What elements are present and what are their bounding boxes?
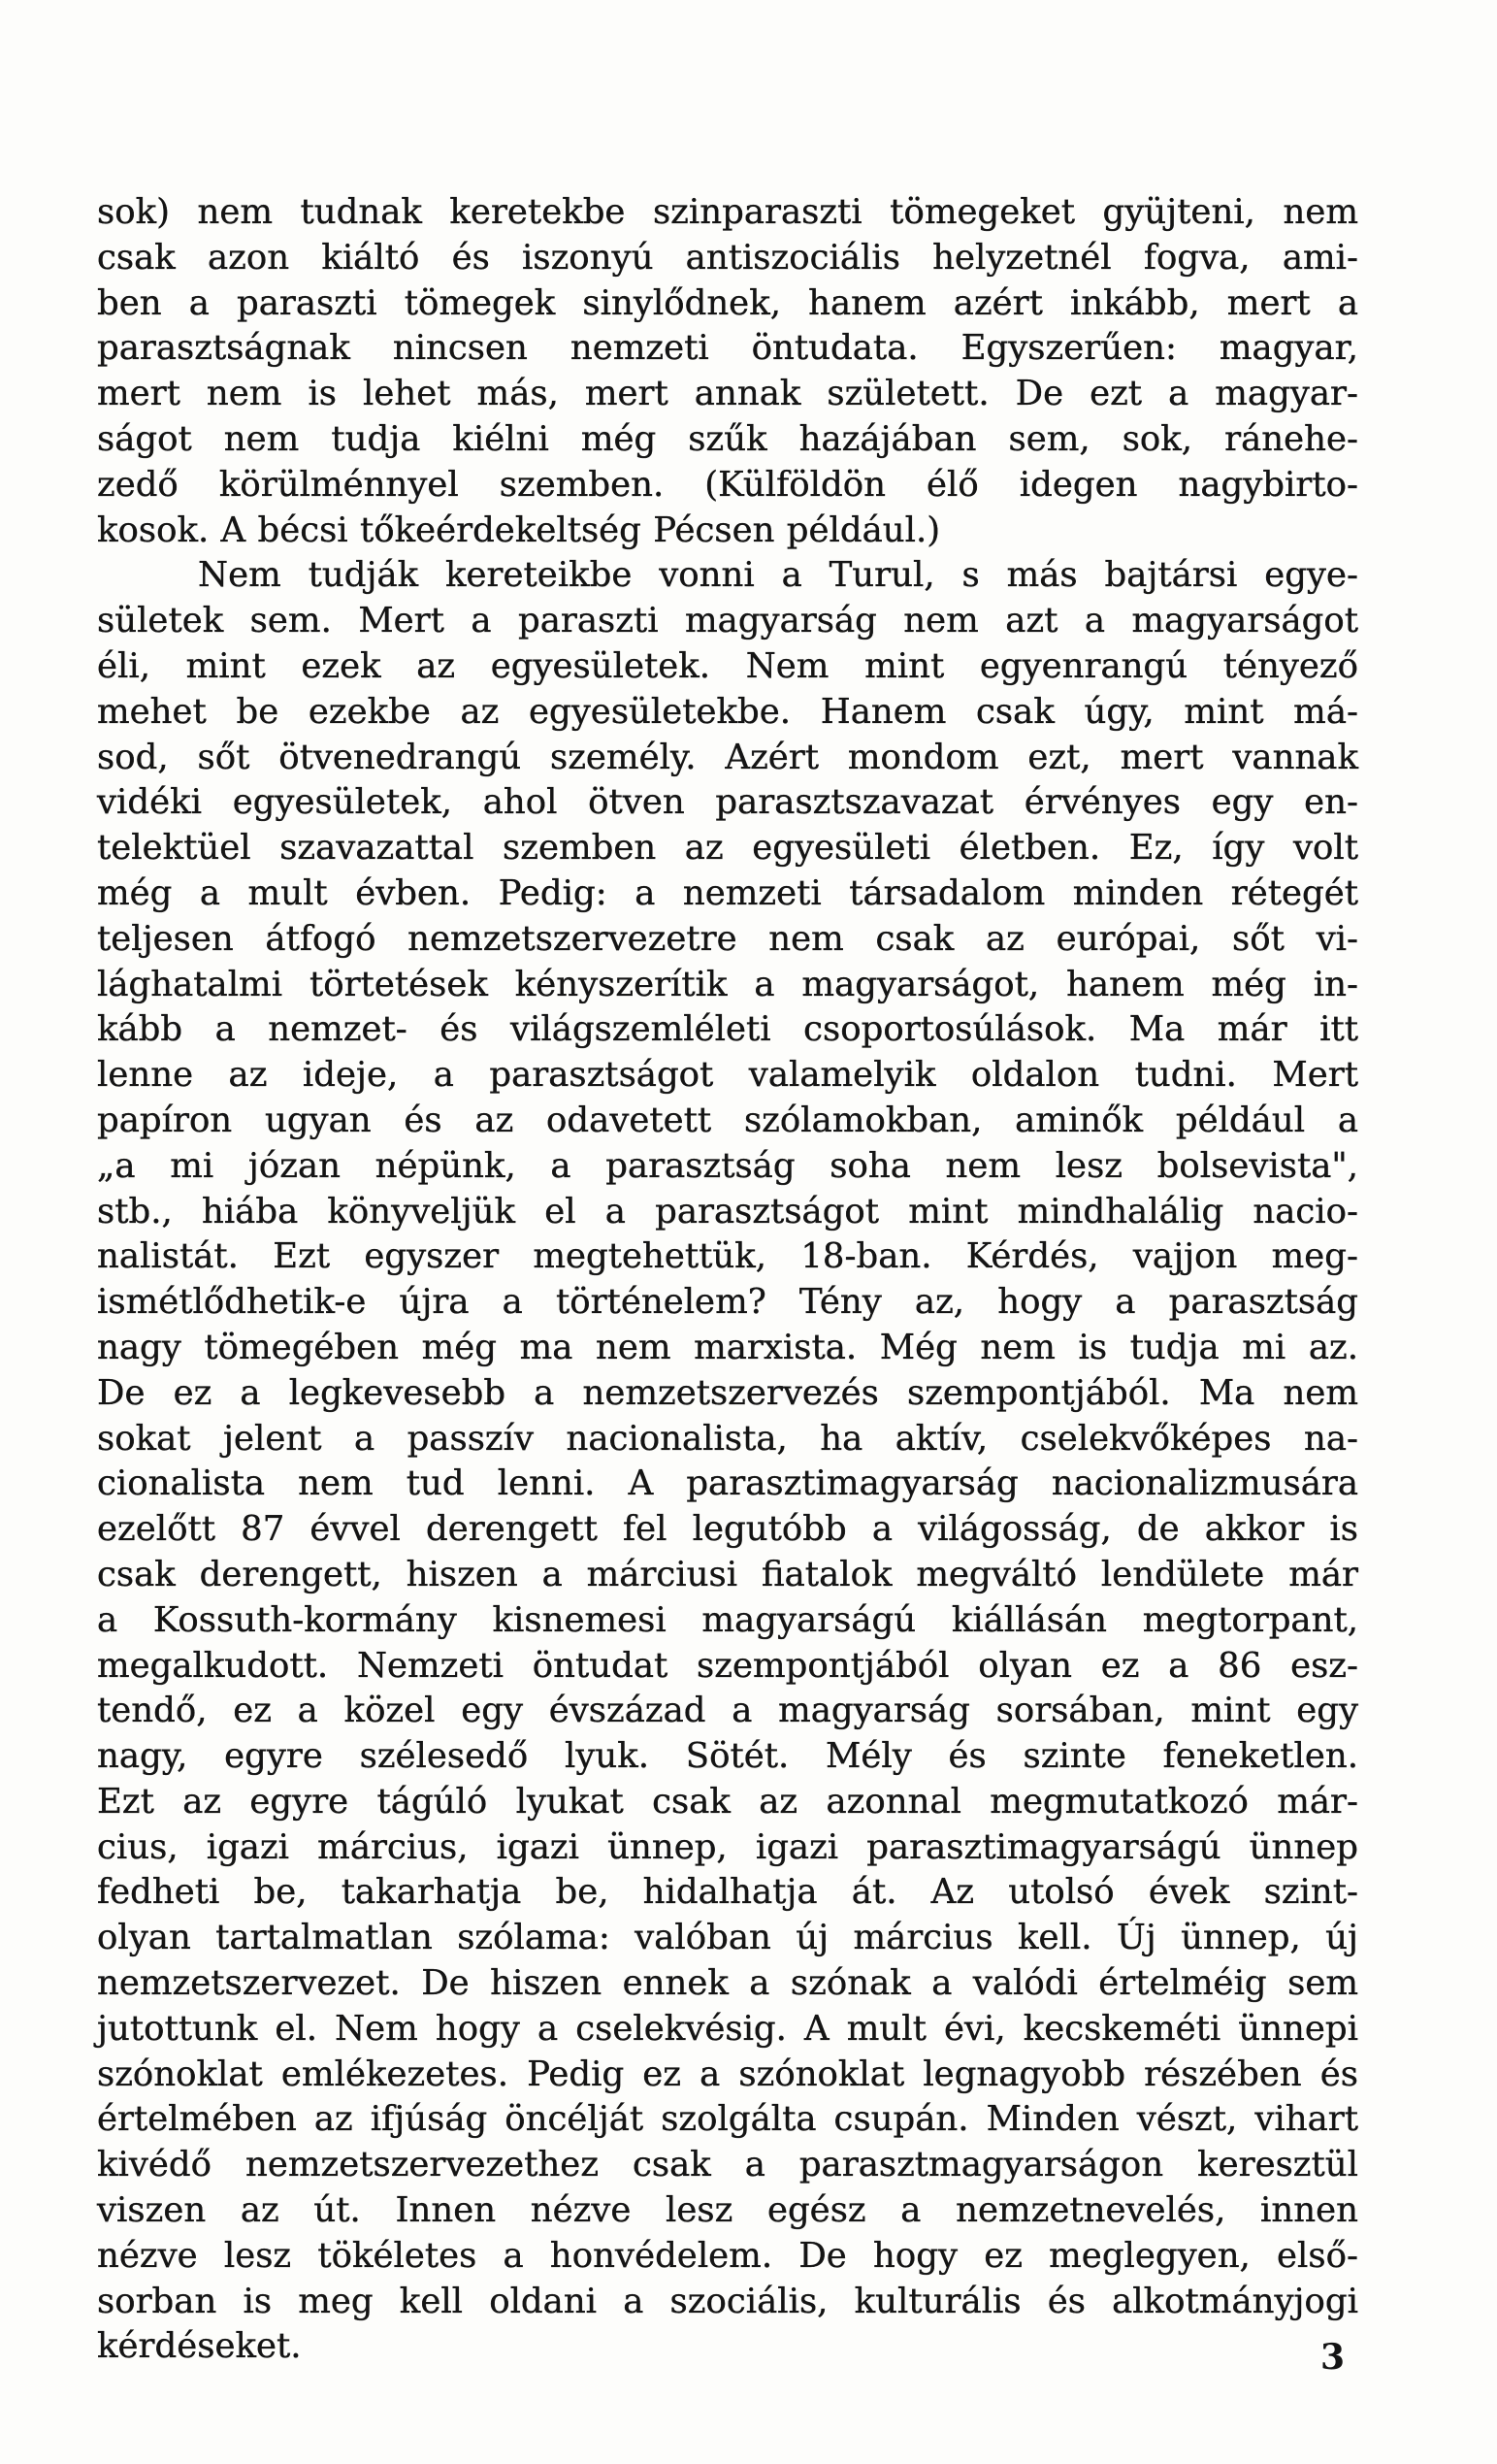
text-line: nemzetszervezet. De hiszen ennek a szónak a valódi értelméig sem [97,1963,1358,2004]
text-line: ben a paraszti tömegek sinylődnek, hanem azért inkább, mert a [97,282,1358,323]
text-line: csak azon kiáltó és iszonyú antiszociális helyzetnél fogva, ami- [97,237,1358,278]
text-line: olyan tartalmatlan szólama: valóban új március kell. Új ünnep, új [97,1918,1358,1958]
text-line: papíron ugyan és az odavetett szólamokban, aminők például a [97,1100,1358,1140]
text-line: szónoklat emlékezetes. Pedig ez a szónoklat legnagyobb részében és [97,2053,1358,2094]
text-line: jutottunk el. Nem hogy a cselekvésig. A mult évi, kecskeméti ünnepi [97,2008,1358,2049]
text-line: kérdéseket. [97,2326,302,2367]
text-line: nagy tömegében még ma nem marxista. Még nem is tudja mi az. [97,1327,1358,1367]
text-line: teljesen átfogó nemzetszervezetre nem csak az európai, sőt vi- [97,918,1358,959]
text-line: mert nem is lehet más, mert annak született. De ezt a magyar- [97,374,1358,414]
page-number: 3 [1320,2337,1346,2378]
text-line: telektüel szavazattal szemben az egyesületi életben. Ez, így volt [97,828,1358,869]
text-line: sorban is meg kell oldani a szociális, kulturális és alkotmányjogi [97,2281,1358,2321]
text-line: viszen az út. Innen nézve lesz egész a nemzetnevelés, innen [97,2190,1358,2231]
text-line: még a mult évben. Pedig: a nemzeti társadalom minden rétegét [97,872,1358,913]
text-line: ismétlődhetik-e újra a történelem? Tény az, hogy a parasztság [97,1282,1358,1323]
text-line: „a mi józan népünk, a parasztság soha nem lesz bolsevista", [97,1145,1358,1186]
text-line: sod, sőt ötvenedrangú személy. Azért mondom ezt, mert vannak [97,737,1358,777]
text-line: megalkudott. Nemzeti öntudat szempontjából olyan ez a 86 esz- [97,1645,1358,1686]
text-line: Nem tudják kereteikbe vonni a Turul, s más bajtársi egye- [198,555,1358,596]
text-line: tendő, ez a közel egy évszázad a magyarság sorsában, mint egy [97,1691,1358,1731]
text-line: sokat jelent a passzív nacionalista, ha aktív, cselekvőképes na- [97,1418,1358,1459]
text-line: kosok. A bécsi tőkeérdekeltség Pécsen például.) [97,509,941,550]
text-line: a Kossuth-kormány kisnemesi magyarságú kiállásán megtorpant, [97,1599,1358,1640]
text-line: fedheti be, takarhatja be, hidalhatja át. Az utolsó évek szint- [97,1872,1358,1913]
text-line: kivédő nemzetszervezethez csak a parasztmagyarságon keresztül [97,2145,1358,2185]
body-text [97,190,1358,2370]
text-line: értelmében az ifjúság öncélját szolgálta csupán. Minden vészt, vihart [97,2099,1358,2140]
text-line: stb., hiába könyveljük el a parasztságot mint mindhalálig nacio- [97,1191,1358,1232]
text-line: nézve lesz tökéletes a honvédelem. De hogy ez meglegyen, első- [97,2235,1358,2276]
text-line: sok) nem tudnak keretekbe szinparaszti tömegeket gyüjteni, nem [97,192,1358,232]
text-line: kább a nemzet- és világszemléleti csoportosúlások. Ma már itt [97,1009,1358,1050]
text-line: vidéki egyesületek, ahol ötven parasztszavazat érvényes egy en- [97,782,1358,823]
text-line: sületek sem. Mert a paraszti magyarság nem azt a magyarságot [97,601,1358,641]
text-line: parasztságnak nincsen nemzeti öntudata. Egyszerűen: magyar, [97,328,1358,369]
text-line: lenne az ideje, a parasztságot valamelyik oldalon tudni. Mert [97,1055,1358,1096]
text-line: Ezt az egyre tágúló lyukat csak az azonnal megmutatkozó már- [97,1781,1358,1822]
text-line: mehet be ezekbe az egyesületekbe. Hanem csak úgy, mint má- [97,691,1358,732]
text-line: cionalista nem tud lenni. A parasztimagyarság nacionalizmusára [97,1463,1358,1504]
text-line: ságot nem tudja kiélni még szűk hazájában sem, sok, ránehe- [97,418,1358,459]
text-line: éli, mint ezek az egyesületek. Nem mint egyenrangú tényező [97,645,1358,686]
text-line: cius, igazi március, igazi ünnep, igazi parasztimagyarságú ünnep [97,1826,1358,1867]
text-line: nalistát. Ezt egyszer megtehettük, 18-ban. Kérdés, vajjon meg- [97,1236,1358,1277]
text-line: ezelőtt 87 évvel derengett fel legutóbb a világosság, de akkor is [97,1509,1358,1550]
text-line: zedő körülménnyel szemben. (Külföldön élő idegen nagybirto- [97,464,1358,505]
text-line: nagy, egyre szélesedő lyuk. Sötét. Mély és szinte feneketlen. [97,1736,1358,1777]
text-line: lághatalmi törtetések kényszerítik a magyarságot, hanem még in- [97,964,1358,1004]
text-line: csak derengett, hiszen a márciusi fiatalok megváltó lendülete már [97,1554,1358,1594]
text-line: De ez a legkevesebb a nemzetszervezés szempontjából. Ma nem [97,1372,1358,1413]
